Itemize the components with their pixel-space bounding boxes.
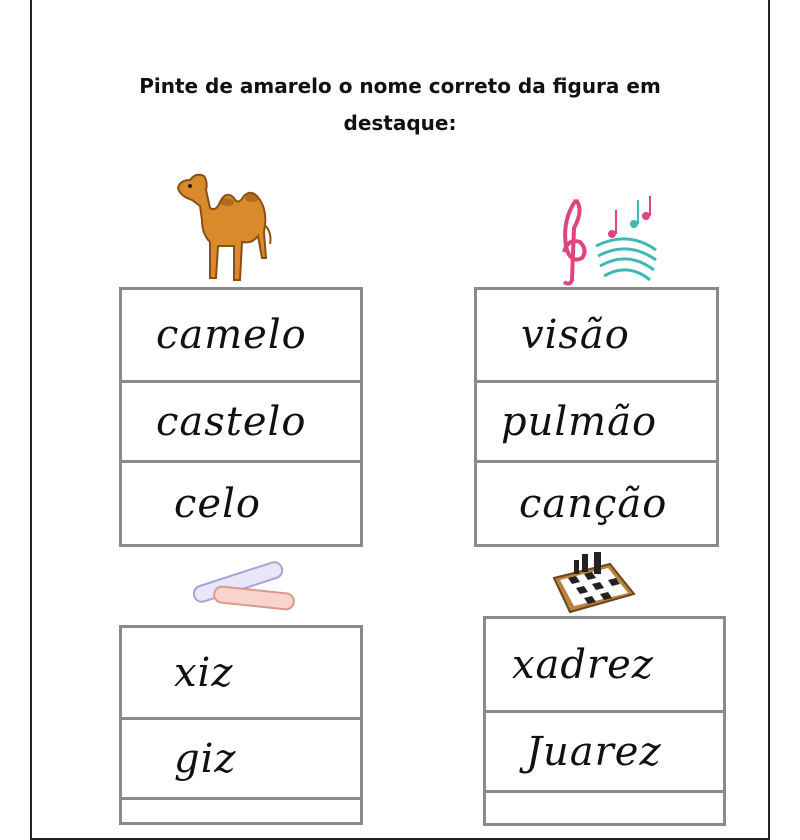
word-option-celo[interactable]: celo (174, 480, 261, 527)
word-option-giz[interactable]: giz (122, 720, 360, 800)
word-option-xadrez[interactable]: xadrez (486, 619, 723, 713)
word-box-camel (119, 287, 363, 547)
instruction-text (0, 68, 800, 142)
word-option-camelo[interactable]: camelo (122, 290, 360, 383)
word-option-castelo[interactable]: castelo (122, 383, 360, 463)
word-option-juarez[interactable]: Juarez (486, 713, 723, 793)
word-option-pulmao[interactable]: pulmão (477, 383, 716, 463)
word-option-cancao[interactable]: canção (519, 480, 668, 527)
instruction-line-1: Pinte de amarelo o nome correto da figura em (139, 74, 661, 98)
chess-board-icon (550, 550, 636, 616)
camel-icon (172, 162, 274, 286)
word-box-chess (483, 616, 726, 826)
instruction-line-2: destaque: (343, 111, 457, 135)
word-option-xiz[interactable]: xiz (122, 628, 360, 720)
word-box-music (474, 287, 719, 547)
chalk-icon (186, 552, 298, 614)
music-notes-icon (548, 190, 660, 290)
word-option-visao[interactable]: visão (477, 290, 716, 383)
word-option-third-chess[interactable] (486, 793, 723, 833)
word-box-chalk (119, 625, 363, 825)
word-option-third-chalk[interactable] (122, 800, 360, 840)
